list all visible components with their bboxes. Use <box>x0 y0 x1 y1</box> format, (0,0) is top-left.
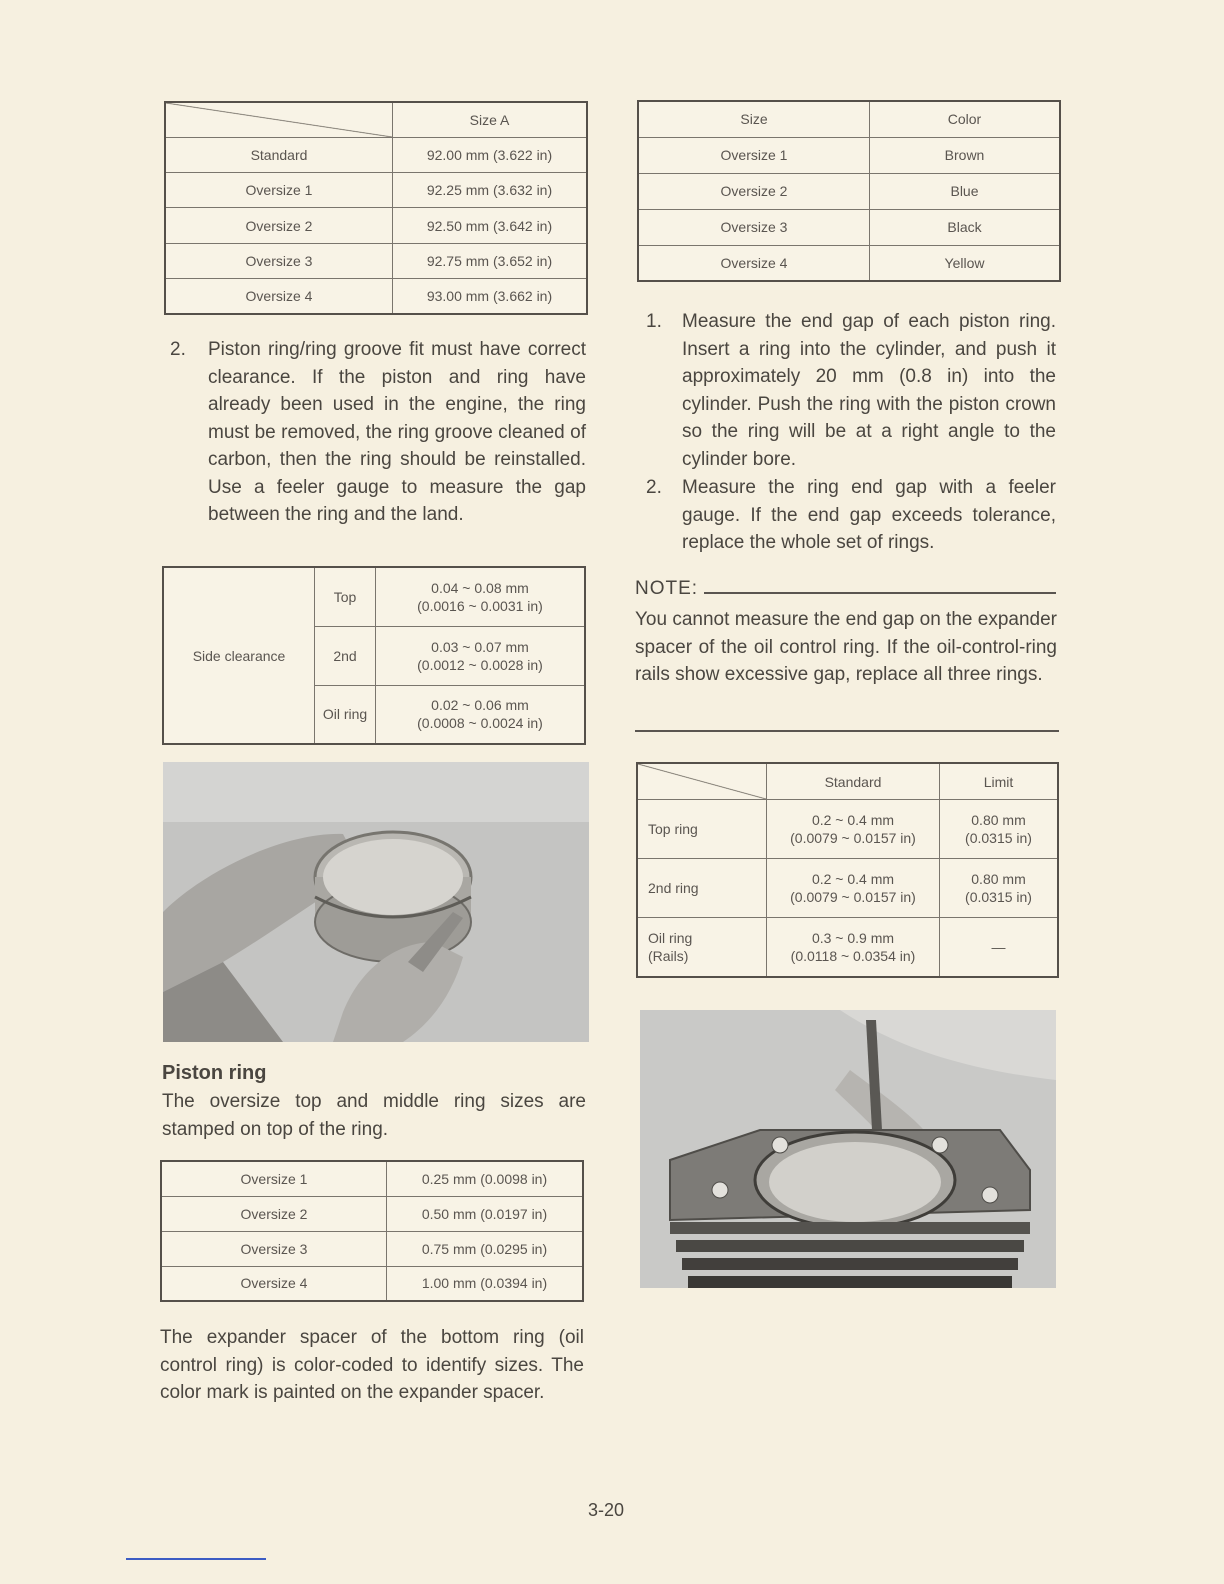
table-row: 2nd ring 0.2 ~ 0.4 mm (0.0079 ~ 0.0157 in) 0.80 mm (0.0315 in) <box>637 859 1058 918</box>
piston-size-table <box>164 101 588 315</box>
bottom-link-rule <box>126 1558 266 1560</box>
table-row: Oversize 3 Black <box>638 209 1060 245</box>
piston-hands-illustration <box>163 762 589 1042</box>
step-2-ring-groove: 2. Piston ring/ring groove fit must have correct clearance. If the piston and ring have already been used in the engine, the ring must be removed, the ring groove cleaned of carbon, then the ring should be reinstalled. Use a feeler gauge to measure the gap between the ring and the land. <box>170 339 586 525</box>
size-header: Size <box>638 101 870 137</box>
piston-ring-photo <box>163 762 589 1042</box>
cylinder-illustration <box>640 1010 1056 1288</box>
table-row: Oversize 2 Blue <box>638 173 1060 209</box>
table-row: Top ring 0.2 ~ 0.4 mm (0.0079 ~ 0.0157 in) 0.80 mm (0.0315 in) <box>637 800 1058 859</box>
expander-color-table <box>637 100 1061 282</box>
table-row: Oversize 4 Yellow <box>638 245 1060 281</box>
table-row: Oversize 3 0.75 mm (0.0295 in) <box>161 1231 583 1266</box>
table-row: Oversize 2 92.50 mm (3.642 in) <box>165 208 587 243</box>
table-row: Standard 92.00 mm (3.622 in) <box>165 137 587 172</box>
table-row: Oversize 1 92.25 mm (3.632 in) <box>165 173 587 208</box>
side-clearance-label: Side clearance <box>163 567 315 744</box>
limit-header: Limit <box>940 763 1059 800</box>
side-clearance-table: Side clearance Top 0.04 ~ 0.08 mm (0.0016 ~ 0.0031 in) 2nd 0.03 ~ 0.07 mm (0.0012 ~ 0.0028 in) Oil ring 0.02 ~ 0.06 mm (0.0008 ~ 0.0024 in) <box>162 566 586 745</box>
note-top-rule <box>704 592 1056 594</box>
table-row: Oversize 2 0.50 mm (0.0197 in) <box>161 1196 583 1231</box>
step-2-feeler-gauge: 2. Measure the ring end gap with a feeler gauge. If the end gap exceeds tolerance, replace the whole set of rings. <box>646 477 1056 553</box>
table-row: Oversize 1 Brown <box>638 137 1060 173</box>
table-row: Oversize 3 92.75 mm (3.652 in) <box>165 243 587 278</box>
note-text: You cannot measure the end gap on the expander spacer of the oil control ring. If the oil-control-ring rails show excessive gap, replace all three rings. <box>635 609 1057 685</box>
table-corner-cell <box>165 102 393 137</box>
table-corner-cell <box>637 763 767 800</box>
piston-ring-heading: Piston ring <box>162 1062 267 1084</box>
standard-header: Standard <box>767 763 940 800</box>
step-1-end-gap: 1. Measure the end gap of each piston ring. Insert a ring into the cylinder, and push it approximately 20 mm (0.8 in) into the cylinder. Push the ring with the piston crown so the ring will be at a right angle to the cylinder bore. <box>646 311 1056 470</box>
table-row: Oversize 4 93.00 mm (3.662 in) <box>165 279 587 314</box>
table-row: Oil ring (Rails) 0.3 ~ 0.9 mm (0.0118 ~ 0.0354 in) — <box>637 918 1058 977</box>
ring-oversize-table <box>160 1160 584 1302</box>
page-number: 3-20 <box>588 1500 625 1520</box>
piston-ring-text: The oversize top and middle ring sizes are stamped on top of the ring. <box>162 1091 586 1140</box>
end-gap-table <box>636 762 1059 978</box>
table-row: Oversize 1 0.25 mm (0.0098 in) <box>161 1161 583 1196</box>
table-row: Oversize 4 1.00 mm (0.0394 in) <box>161 1266 583 1301</box>
size-a-header: Size A <box>393 102 588 137</box>
cylinder-end-gap-photo <box>640 1010 1056 1288</box>
color-header: Color <box>870 101 1061 137</box>
note-bottom-rule <box>635 730 1059 732</box>
expander-spacer-text: The expander spacer of the bottom ring (oil control ring) is color-coded to identify sizes. The color mark is painted on the expander spacer. <box>160 1327 584 1403</box>
note-label: NOTE: <box>635 578 699 599</box>
